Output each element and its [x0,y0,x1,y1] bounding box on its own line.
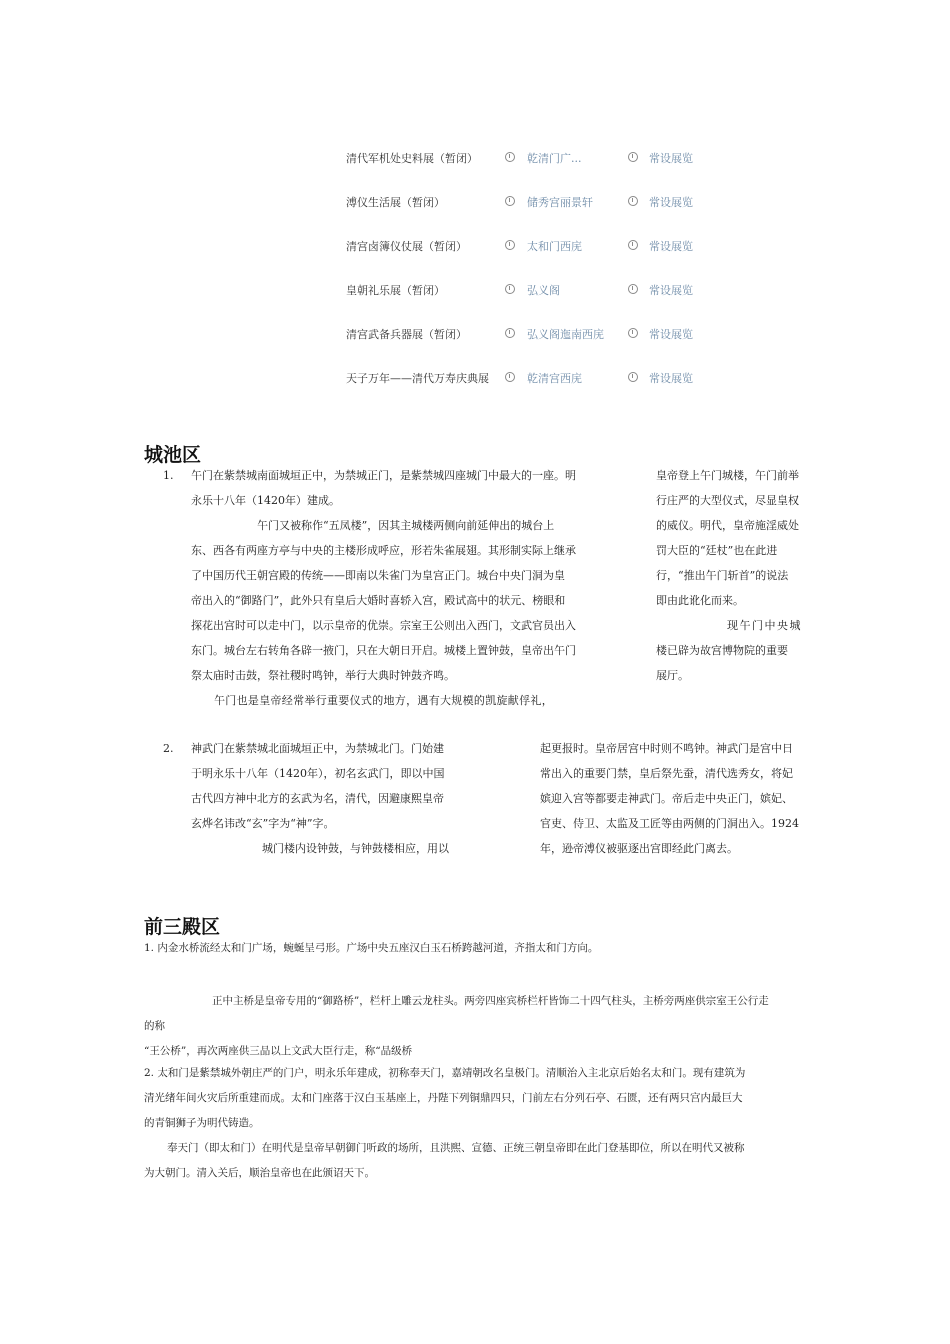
clock-icon [505,196,515,206]
paragraph-line: 帝出入的“御路门”，此外只有皇后大婚时喜轿入宫，殿试高中的状元、榜眼和 [191,594,566,607]
exhibition-type-link[interactable]: 常设展览 [649,372,693,385]
clock-icon [505,152,515,162]
paragraph-line: 东、西各有两座方亭与中央的主楼形成呼应，形若朱雀展翅。其形制实际上继承 [191,544,576,557]
paragraph-line: 正中主桥是皇帝专用的“御路桥”，栏杆上雕云龙柱头。两旁四座宾桥栏杆皆饰二十四气柱头，主桥旁两座供宗室王公行走 [212,995,769,1007]
clock-icon [628,328,638,338]
paragraph-line: “王公桥”，再次两座供三品以上文武大臣行走，称“品级桥 [144,1045,413,1057]
paragraph-line: 1. 内金水桥流经太和门广场，蜿蜒呈弓形。广场中央五座汉白玉石桥跨越河道，齐指太和门方向。 [144,942,599,954]
paragraph-line: 楼已辟为故宫博物院的重要 [656,644,788,657]
paragraph-line: 东门。城台左右转角各辟一掖门，只在大朝日开启。城楼上置钟鼓，皇帝出午门 [191,644,576,657]
clock-icon [628,284,638,294]
paragraph-line: 古代四方神中北方的玄武为名，清代，因避康熙皇帝 [191,792,444,805]
paragraph-line: 奉天门（即太和门）在明代是皇帝早朝御门听政的场所，且洪熙、宣德、正统三朝皇帝即在此门登基即位，所以在明代又被称 [167,1142,745,1154]
paragraph-line: 2. 太和门是紫禁城外朝庄严的门户，明永乐年建成，初称奉天门，嘉靖朝改名皇极门。清顺治入主北京后始名太和门。现有建筑为 [144,1067,746,1079]
paragraph-line: 清光绪年间火灾后所重建而成。太和门座落于汉白玉基座上，丹陛下列铜鼎四只，门前左右分列石亭、石匮，还有两只宫内最巨大 [144,1092,743,1104]
exhibition-name: 清宫武备兵器展（暂闭） [346,328,467,341]
exhibition-location-link[interactable]: 乾清门广... [527,152,582,165]
paragraph-line: 展厅。 [656,669,689,682]
exhibition-location-link[interactable]: 太和门西庑 [527,240,582,253]
paragraph-line: 的称 [144,1020,165,1032]
paragraph-line: 了中国历代王朝宫殿的传统——即南以朱雀门为皇宫正门。城台中央门洞为皇 [191,569,565,582]
exhibition-name: 天子万年——清代万寿庆典展 [346,372,489,385]
paragraph-line: 午门又被称作“五凤楼”，因其主城楼两侧向前延伸出的城台上 [257,519,555,532]
paragraph-line: 现午门中央城 [727,619,802,632]
exhibition-type-link[interactable]: 常设展览 [649,152,693,165]
paragraph-line: 永乐十八年（1420年）建成。 [191,494,340,507]
paragraph-line: 于明永乐十八年（1420年），初名玄武门，即以中国 [191,767,445,780]
clock-icon [505,284,515,294]
paragraph-line: 的威仪。明代，皇帝施淫威处 [656,519,799,532]
exhibition-name: 皇朝礼乐展（暂闭） [346,284,445,297]
exhibition-type-link[interactable]: 常设展览 [649,328,693,341]
exhibition-location-link[interactable]: 储秀宫丽景轩 [527,196,593,209]
clock-icon [628,196,638,206]
paragraph-line: 常出入的重要门禁，皇后祭先蚕，清代选秀女，将妃 [540,767,793,780]
list-number: 2. [163,742,174,755]
clock-icon [628,152,638,162]
clock-icon [628,240,638,250]
paragraph-line: 祭太庙时击鼓，祭社稷时鸣钟，举行大典时钟鼓齐鸣。 [191,669,455,682]
exhibition-location-link[interactable]: 弘义阁迤南西庑 [527,328,604,341]
paragraph-line: 行，“推出午门斩首”的说法 [656,569,789,582]
paragraph-line: 起更报时。皇帝居宫中时则不鸣钟。神武门是宫中日 [540,742,793,755]
paragraph-line: 午门也是皇帝经常举行重要仪式的地方，遇有大规模的凯旋献俘礼， [214,694,553,707]
section-title-chengchi: 城池区 [144,444,202,466]
exhibition-name: 清代军机处史料展（暂闭） [346,152,478,165]
exhibition-type-link[interactable]: 常设展览 [649,240,693,253]
exhibition-location-link[interactable]: 弘义阁 [527,284,560,297]
paragraph-line: 午门在紫禁城南面城垣正中，为禁城正门，是紫禁城四座城门中最大的一座。明 [191,469,576,482]
clock-icon [628,372,638,382]
paragraph-line: 为大朝门。清入关后，顺治皇帝也在此颁诏天下。 [144,1167,375,1179]
paragraph-line: 行庄严的大型仪式，尽显皇权 [656,494,799,507]
clock-icon [505,372,515,382]
paragraph-line: 神武门在紫禁城北面城垣正中，为禁城北门。门始建 [191,742,444,755]
paragraph-line: 嫔迎入宫等都要走神武门。帝后走中央正门，嫔妃、 [540,792,793,805]
paragraph-line: 官吏、侍卫、太监及工匠等由两侧的门洞出入。1924 [540,817,799,830]
section-title-qiansandian: 前三殿区 [144,916,221,938]
paragraph-line: 罚大臣的“廷杖”也在此进 [656,544,778,557]
paragraph-line: 即由此讹化而来。 [656,594,744,607]
clock-icon [505,240,515,250]
clock-icon [505,328,515,338]
exhibition-location-link[interactable]: 乾清宫西庑 [527,372,582,385]
exhibition-name: 溥仪生活展（暂闭） [346,196,445,209]
exhibition-type-link[interactable]: 常设展览 [649,196,693,209]
paragraph-line: 玄烨名讳改“玄”字为“神”字。 [191,817,335,830]
paragraph-line: 的青铜狮子为明代铸造。 [144,1117,260,1129]
exhibition-type-link[interactable]: 常设展览 [649,284,693,297]
list-number: 1. [163,469,174,482]
paragraph-line: 探花出宫时可以走中门，以示皇帝的优崇。宗室王公则出入西门，文武官员出入 [191,619,576,632]
paragraph-line: 城门楼内设钟鼓，与钟鼓楼相应，用以 [262,842,449,855]
exhibition-name: 清宫卤簿仪仗展（暂闭） [346,240,467,253]
paragraph-line: 皇帝登上午门城楼，午门前举 [656,469,799,482]
paragraph-line: 年，逊帝溥仪被驱逐出宫即经此门离去。 [540,842,738,855]
